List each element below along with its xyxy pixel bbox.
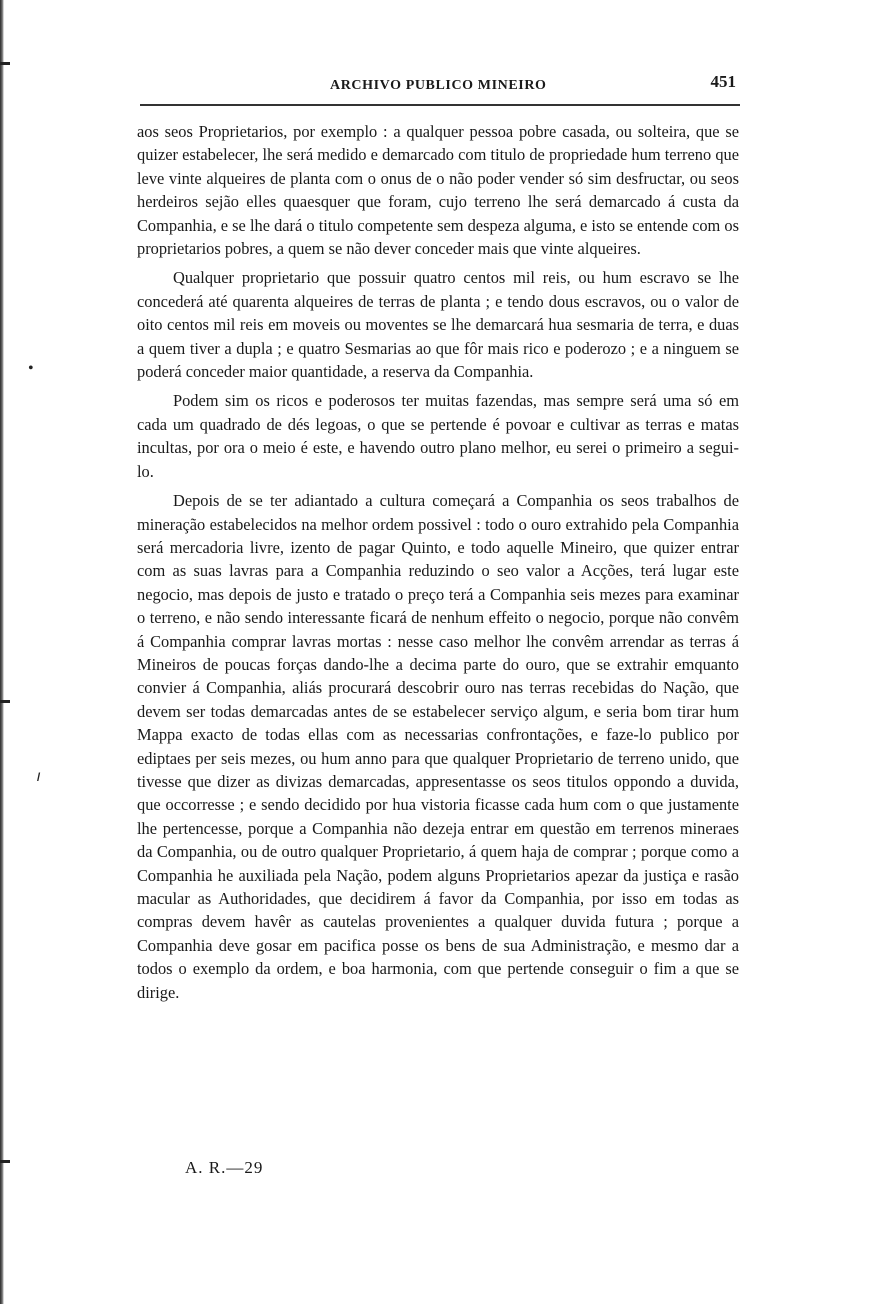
margin-tick-mark: 𝚤 [36,768,40,785]
header-rule [140,104,740,106]
running-title: ARCHIVO PUBLICO MINEIRO [330,78,547,93]
page-number: 451 [710,72,736,91]
page-left-edge [0,0,4,1304]
edge-mark [0,1160,10,1163]
paragraph: Qualquer proprietario que possuir quatro centos mil reis, ou hum escravo se lhe concederá até quarenta alqueires de terras de planta ; e tendo dous escravos, ou o valor de oito centos mil reis em moveis ou moventes se lhe demarcará hua sesmaria de terra, e duas a quem tiver a dupla ; e quatro Sesmarias ao que fôr mais rico e poderozo ; e a ninguem se poderá conceder maior quantidade, a reserva da Companhia. [137,268,739,382]
margin-dot-mark: • [28,360,34,377]
page-header [140,72,740,102]
edge-mark [0,62,10,65]
paragraph: Depois de se ter adiantado a cultura começará a Companhia os seos trabalhos de mineração estabelecidos na melhor ordem possivel : todo o ouro extrahido pela Companhia será mercadoria livre, izento de pagar Quinto, e todo aquelle Mineiro, que quizer entrar com as suas lavras para a Companhia reduzindo o seo valor a Acções, terá lugar este negocio, mas depois de justo e tratado o preço terá a Companhia seis mezes para examinar o terreno, e não sendo interessante ficará de nenhum effeito o negocio, porque não convêm á Companhia comprar lavras mortas : nesse caso melhor lhe convêm arrendar as terras á Mineiros de poucas forças dando-lhe a decima parte do ouro, que se extrahir emquanto convier á Companhia, aliás procurará descobrir ouro nas terras recebidas do Nação, que devem ser todas demarcadas antes de se estabelecer serviço algum, e seria bom tirar hum Mappa exacto de todas ellas com as necessarias confrontações, e faze-lo publico por ediptaes per seis mezes, ou hum anno para que qualquer Proprietario de terreno unido, que tivesse que dizer as divizas demarcadas, appresentasse os seos titulos oppondo a duvida, que occorresse ; e sendo decidido por hua vistoria ficasse cada hum com o que justamente lhe pertencesse, porque a Companhia não dezeja entrar em questão em terrenos mineraes da Companhia, ou de outro qualquer Proprietario, á quem haja de comprar ; porque como a Companhia he auxiliada pela Nação, podem alguns Proprietarios apezar da justiça e rasão macular as Authoridades, que decidirem á favor da Companhia, por isso em todas as compras devem havêr as cautelas provenientes a qualquer duvida futura ; porque a Companhia deve gosar em pacifica posse os bens de sua Administração, e mesmo dar a todos o exemplo da ordem, e boa harmonia, com que pertende conseguir o fim a que se dirige. [137,491,739,1002]
signature-mark: A. R.—29 [185,1158,264,1177]
edge-mark [0,700,10,703]
body-text [137,120,739,1010]
paragraph: aos seos Proprietarios, por exemplo : a qualquer pessoa pobre casada, ou solteira, que se quizer estabelecer, lhe será medido e demarcado com titulo de propriedade hum terreno que leve vinte alqueires de planta com o onus de o não poder vender só sim desfructar, ou seos herdeiros sejão elles quaesquer que foram, cujo terreno lhe será demarcado á custa da Companhia, e se lhe dará o titulo competente sem despeza alguma, e isto se entende com os proprietarios pobres, a quem se não dever conceder mais que vinte alqueires. [137,122,739,259]
paragraph: Podem sim os ricos e poderosos ter muitas fazendas, mas sempre será uma só em cada um quadrado de dés legoas, o que se pertende é povoar e cultivar as terras e matas incultas, por ora o meio é este, e havendo outro plano melhor, eu serei o primeiro a segui-lo. [137,391,739,481]
